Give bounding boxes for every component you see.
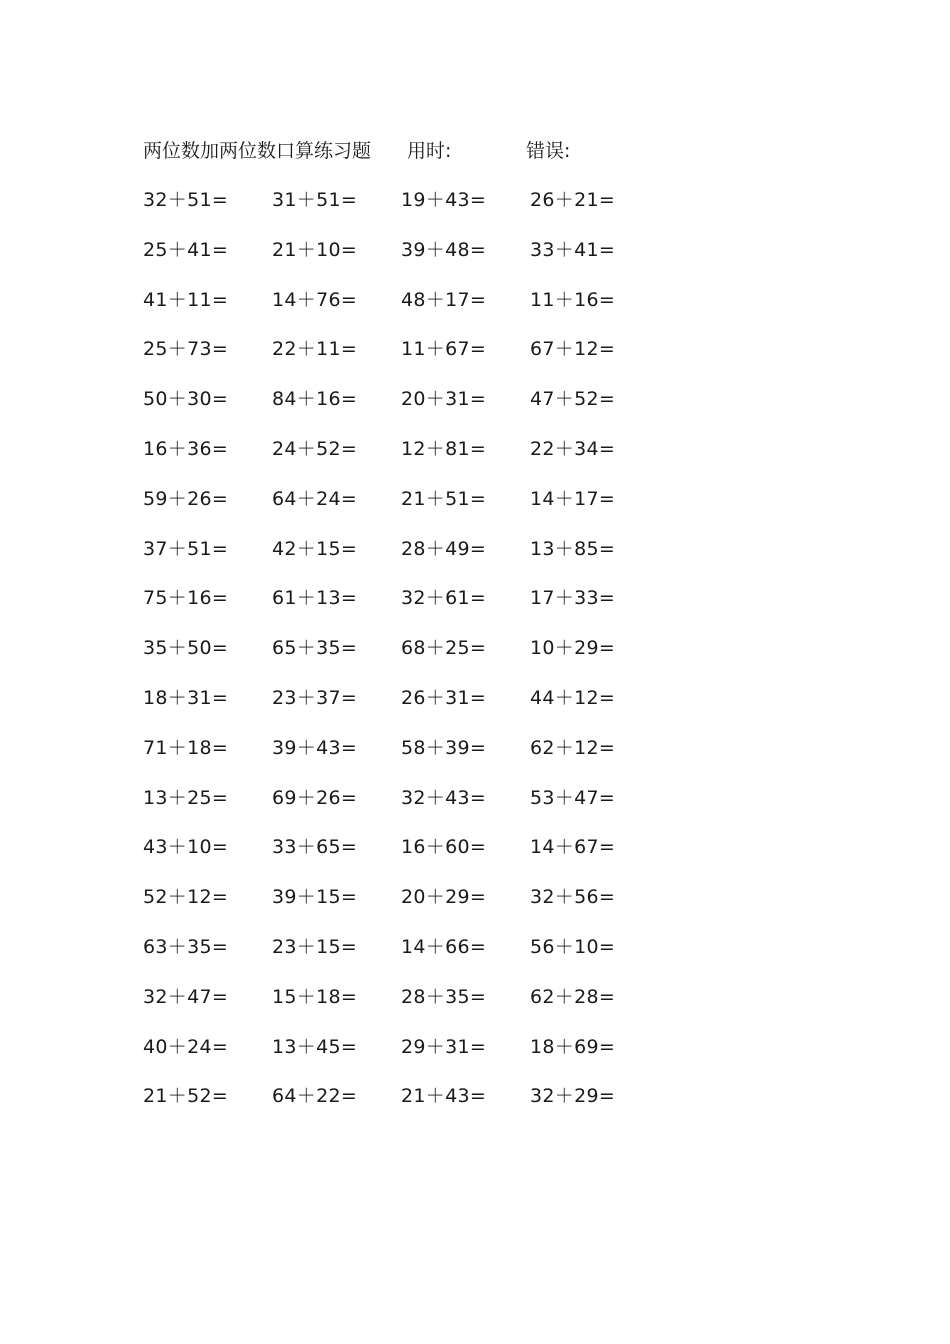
problem: 21＋10=	[272, 238, 358, 261]
problem: 26＋31=	[401, 686, 487, 709]
problem: 59＋26=	[143, 487, 229, 510]
problem: 64＋24=	[272, 487, 358, 510]
problem: 13＋85=	[530, 537, 616, 560]
problem: 62＋12=	[530, 736, 616, 759]
problem: 25＋41=	[143, 238, 229, 261]
problem: 22＋11=	[272, 338, 358, 361]
problem: 53＋47=	[530, 786, 616, 809]
problem: 33＋41=	[530, 238, 616, 261]
problem: 11＋16=	[530, 288, 616, 311]
problem-row	[143, 385, 663, 435]
problem: 32＋51=	[143, 189, 229, 211]
problem: 25＋73=	[143, 338, 229, 361]
worksheet-title: 两位数加两位数口算练习题	[143, 140, 372, 162]
problem: 21＋51=	[401, 487, 487, 510]
problem: 64＋22=	[272, 1085, 358, 1108]
problem: 69＋26=	[272, 786, 358, 809]
problem: 68＋25=	[401, 637, 487, 660]
problem-row	[143, 883, 663, 933]
problem: 32＋29=	[530, 1085, 616, 1108]
problem-row	[143, 933, 663, 983]
problem: 12＋81=	[401, 437, 487, 460]
time-label: 用时:	[407, 140, 452, 162]
problem: 14＋17=	[530, 487, 616, 510]
problem: 23＋37=	[272, 686, 358, 709]
problem: 63＋35=	[143, 935, 229, 958]
problem: 50＋30=	[143, 388, 229, 411]
problem-row	[143, 833, 663, 883]
problem: 67＋12=	[530, 338, 616, 361]
problem: 10＋29=	[530, 637, 616, 660]
problem: 61＋13=	[272, 587, 358, 610]
problem: 15＋18=	[272, 985, 358, 1008]
problem: 47＋52=	[530, 388, 616, 411]
problem-row	[143, 1082, 663, 1132]
problem: 18＋69=	[530, 1035, 616, 1058]
problem-grid	[143, 186, 663, 1132]
problem: 29＋31=	[401, 1035, 487, 1058]
problem: 18＋31=	[143, 686, 229, 709]
problem: 42＋15=	[272, 537, 358, 560]
problem-row	[143, 784, 663, 834]
problem-row	[143, 435, 663, 485]
problem: 24＋52=	[272, 437, 358, 460]
problem: 20＋31=	[401, 388, 487, 411]
problem: 28＋35=	[401, 985, 487, 1008]
problem-row	[143, 286, 663, 336]
problem: 16＋60=	[401, 836, 487, 859]
problem: 32＋56=	[530, 886, 616, 909]
problem: 71＋18=	[143, 736, 229, 759]
problem: 19＋43=	[401, 189, 487, 211]
problem-row	[143, 485, 663, 535]
problem-row	[143, 684, 663, 734]
problem: 21＋52=	[143, 1085, 229, 1108]
problem: 22＋34=	[530, 437, 616, 460]
problem: 13＋45=	[272, 1035, 358, 1058]
problem: 14＋66=	[401, 935, 487, 958]
problem: 37＋51=	[143, 537, 229, 560]
problem: 39＋48=	[401, 238, 487, 261]
problem: 75＋16=	[143, 587, 229, 610]
problem: 11＋67=	[401, 338, 487, 361]
problem-row	[143, 634, 663, 684]
problem: 84＋16=	[272, 388, 358, 411]
problem: 31＋51=	[272, 189, 358, 211]
problem-row	[143, 535, 663, 585]
problem: 33＋65=	[272, 836, 358, 859]
problem: 56＋10=	[530, 935, 616, 958]
problem: 20＋29=	[401, 886, 487, 909]
problem: 23＋15=	[272, 935, 358, 958]
problem: 62＋28=	[530, 985, 616, 1008]
problem: 14＋67=	[530, 836, 616, 859]
problem: 32＋47=	[143, 985, 229, 1008]
problem-row	[143, 584, 663, 634]
problem-row	[143, 734, 663, 784]
problem: 58＋39=	[401, 736, 487, 759]
problem: 39＋43=	[272, 736, 358, 759]
problem-row	[143, 1033, 663, 1083]
problem-row	[143, 186, 663, 236]
problem: 21＋43=	[401, 1085, 487, 1108]
problem: 43＋10=	[143, 836, 229, 859]
problem: 44＋12=	[530, 686, 616, 709]
problem: 13＋25=	[143, 786, 229, 809]
problem: 48＋17=	[401, 288, 487, 311]
problem: 40＋24=	[143, 1035, 229, 1058]
problem: 65＋35=	[272, 637, 358, 660]
error-label: 错误:	[526, 140, 571, 162]
problem-row	[143, 983, 663, 1033]
problem: 32＋43=	[401, 786, 487, 809]
problem: 28＋49=	[401, 537, 487, 560]
problem: 16＋36=	[143, 437, 229, 460]
problem: 39＋15=	[272, 886, 358, 909]
problem: 52＋12=	[143, 886, 229, 909]
problem: 35＋50=	[143, 637, 229, 660]
problem: 41＋11=	[143, 288, 229, 311]
problem: 32＋61=	[401, 587, 487, 610]
problem: 17＋33=	[530, 587, 616, 610]
problem: 26＋21=	[530, 189, 616, 211]
problem-row	[143, 236, 663, 286]
problem: 14＋76=	[272, 288, 358, 311]
problem-row	[143, 335, 663, 385]
